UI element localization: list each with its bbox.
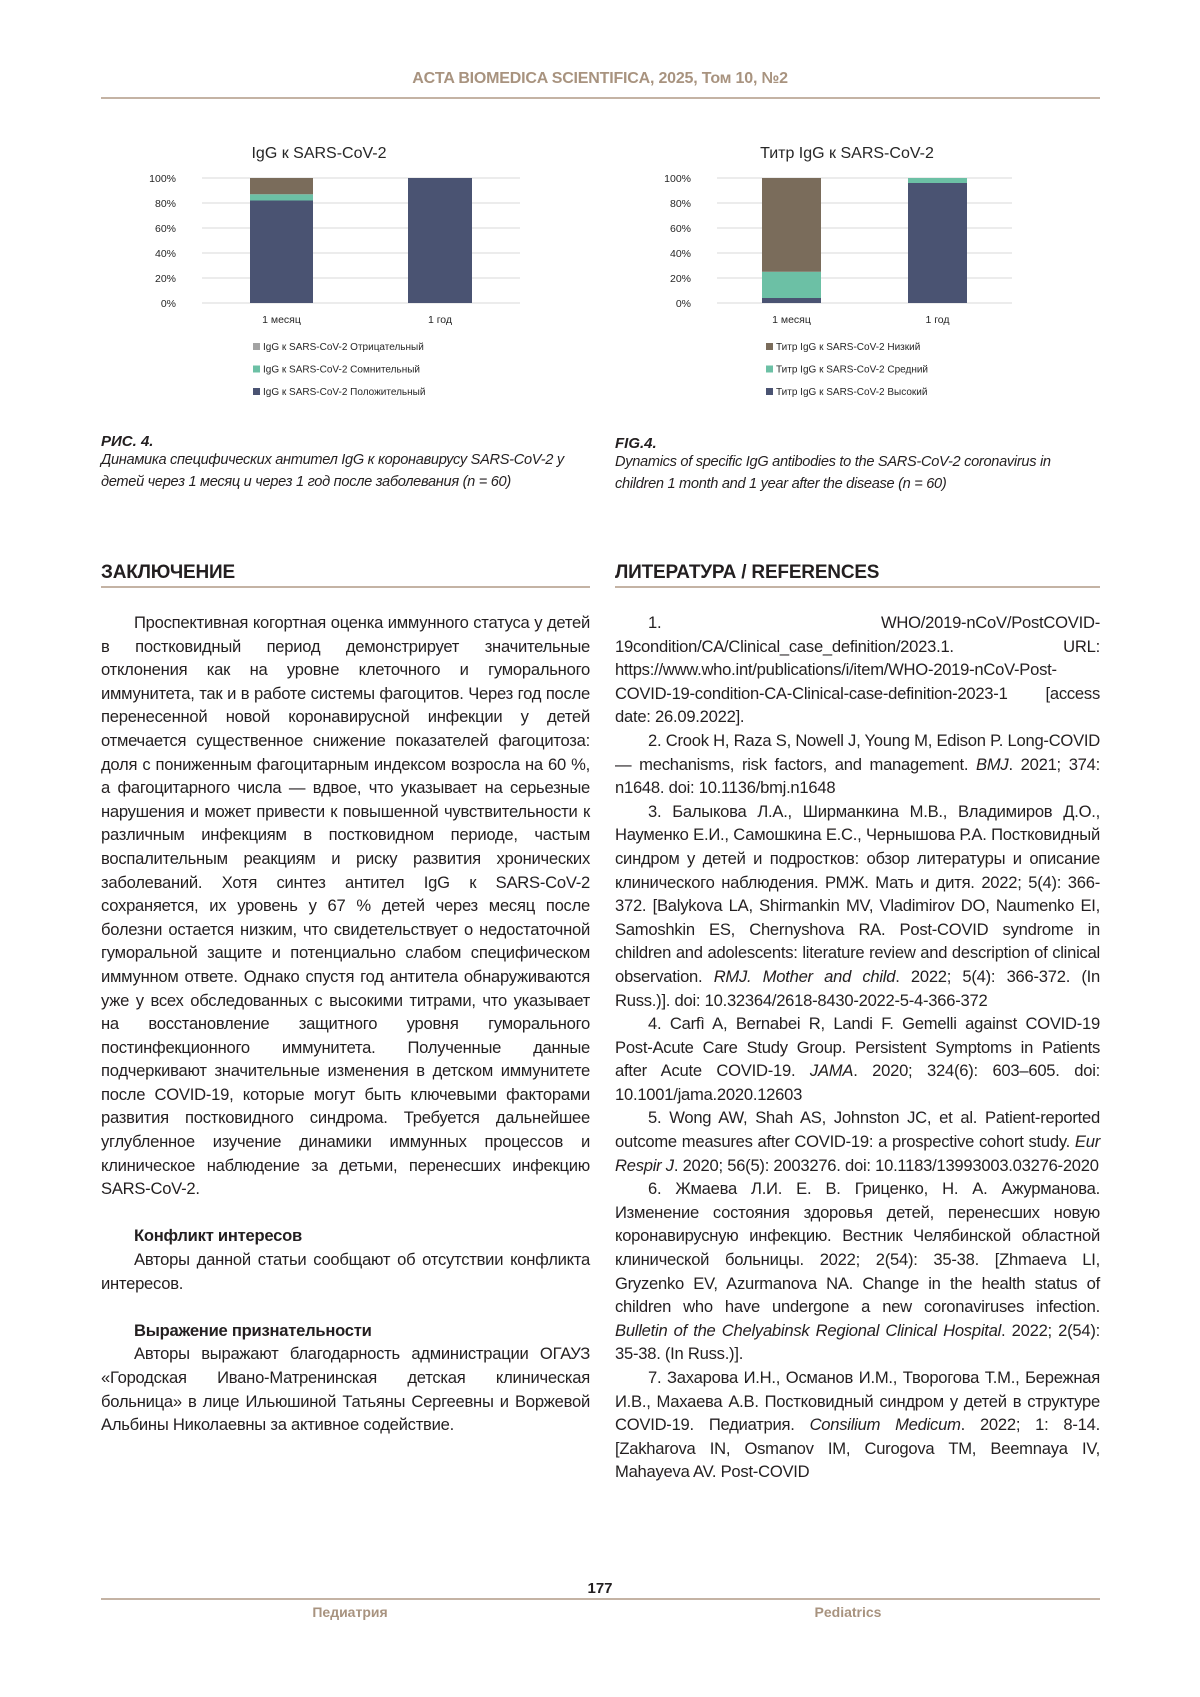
reference-journal: BMJ bbox=[976, 755, 1008, 774]
figure-caption-en bbox=[615, 435, 1100, 495]
header-rule bbox=[101, 97, 1100, 99]
footer-section-en: Pediatrics bbox=[798, 1604, 898, 1620]
reference-text: 1. WHO/2019-nCoV/PostCOVID-19condition/CA/Clinical_case_definition/2023.1. URL: https://www.who.int/publications/i/item/WHO-2019-nCoV-Post-COVID-19-condition-CA-Clinical-case-definition-2023-1 [access date: 26.09.2022]. bbox=[615, 613, 1100, 726]
caption-text: Динамика специфических антител IgG к коронавирусу SARS-CoV-2 у детей через 1 месяц и через 1 год после заболевания (n = 60) bbox=[101, 450, 590, 493]
y-tick-label: 40% bbox=[155, 248, 176, 260]
section-heading-conclusion: ЗАКЛЮЧЕНИЕ bbox=[101, 562, 235, 584]
legend-label: Титр IgG к SARS-CoV-2 Низкий bbox=[776, 342, 920, 353]
conclusion-paragraph: Проспективная когортная оценка иммунного статуса у детей в постковидный период демонстрирует значительные отклонения как на уровне клеточного и гуморального иммунитета, так и в работе системы фагоцитов. Через год после перенесенной новой коронавирусной инфекции у детей отмечается существенное снижение показателей фагоцитоза: доля с пониженным фагоцитарным индексом возросла на 60 %, а фагоцитарного числа — вдвое, что указывает на серьезные нарушения и может привести к повышенной чувствительности к различным инфекциям в постковидном периоде, частым воспалительным реакциям и риску развития хронических заболеваний. Хотя синтез антител IgG к SARS-CoV-2 сохраняется, их уровень у 67 % детей через месяц после болезни остается низким, что свидетельствует о недостаточной гуморальной защите и потенциально слабом специфическом иммунном ответе. Однако спустя год антитела обнаруживаются уже у всех обследованных с высокими титрами, что указывает на восстановление защитного уровня гуморального постинфекционного иммунитета. Полученные данные подчеркивают значительные изменения в детском иммунитете после COVID-19, которые могут быть ключевыми факторами развития постковидного синдрома. Требуется дальнейшее углубленное изучение динамики иммунных процессов и клиническое наблюдение за детьми, перенесших инфекцию SARS-CoV-2. bbox=[101, 611, 590, 1201]
chart-igg-titer bbox=[615, 130, 1105, 410]
y-tick-label: 80% bbox=[670, 198, 691, 210]
y-tick-label: 40% bbox=[670, 248, 691, 260]
section-heading-references: ЛИТЕРАТУРА / REFERENCES bbox=[615, 562, 879, 584]
legend-label: Титр IgG к SARS-CoV-2 Высокий bbox=[776, 387, 927, 398]
reference-text: 3. Балыкова Л.А., Ширманкина М.В., Владимиров Д.О., Науменко Е.И., Самошкина Е.С., Чернышова Р.А. Постковидный синдром у детей и подростков: обзор литературы и описание клинического наблюдения. РМЖ. Мать и дитя. 2022; 5(4): 366-372. [Balykova LA, Shirmankin MV, Vladimirov DO, Naumenko EI, Samoshkin ES, Chernyshova RA. Post-COVID syndrome in children and adolescents: literature review and description of clinical observation. bbox=[615, 802, 1100, 986]
bar-segment bbox=[908, 178, 967, 183]
reference-item bbox=[615, 1177, 1100, 1366]
footer-rule bbox=[101, 1598, 1100, 1600]
bar-segment bbox=[762, 298, 821, 303]
reference-item bbox=[615, 729, 1100, 800]
chart-title: IgG к SARS-CoV-2 bbox=[251, 145, 386, 162]
heading-rule bbox=[101, 586, 590, 588]
reference-text: . 2022; 1: 8-14. [Zakharova IN, Osmanov IM, Curogova TM, Beemnaya IV, Mahayeva AV. Post-COVID bbox=[615, 1415, 1100, 1481]
reference-journal: Consilium Medicum bbox=[810, 1415, 961, 1434]
y-tick-label: 20% bbox=[670, 273, 691, 285]
reference-text: . 2021; 374: n1648. doi: 10.1136/bmj.n1648 bbox=[615, 755, 1100, 798]
y-tick-label: 60% bbox=[155, 223, 176, 235]
reference-journal: RMJ. Mother and child bbox=[714, 967, 896, 986]
reference-item bbox=[615, 1106, 1100, 1177]
legend-swatch bbox=[766, 366, 773, 373]
bar-segment bbox=[908, 183, 967, 303]
reference-text: 7. Захарова И.Н., Османов И.М., Творогова Т.М., Бережная И.В., Махаева А.В. Постковидный синдром у детей в структуре COVID-19. Педиатрия. bbox=[615, 1368, 1100, 1434]
acknowledgment-heading: Выражение признательности bbox=[101, 1319, 590, 1343]
conclusion-column bbox=[101, 611, 590, 1437]
bar-segment bbox=[250, 178, 313, 194]
references-list bbox=[615, 611, 1100, 1484]
y-tick-label: 80% bbox=[155, 198, 176, 210]
reference-text: . 2022; 2(54): 35-38. (In Russ.)]. bbox=[615, 1321, 1100, 1364]
reference-text: . 2020; 56(5): 2003276. doi: 10.1183/13993003.03276-2020 bbox=[674, 1156, 1099, 1175]
chart-igg bbox=[101, 130, 591, 410]
y-tick-label: 0% bbox=[676, 298, 691, 310]
caption-text: Dynamics of specific IgG antibodies to the SARS-CoV-2 coronavirus in children 1 month and 1 year after the disease (n = 60) bbox=[615, 452, 1100, 495]
x-tick-label: 1 месяц bbox=[262, 314, 301, 326]
bar-segment bbox=[250, 194, 313, 200]
bar-segment bbox=[762, 178, 821, 272]
legend-label: Титр IgG к SARS-CoV-2 Средний bbox=[776, 365, 928, 376]
reference-text: 5. Wong AW, Shah AS, Johnston JC, et al. Patient-reported outcome measures after COVID-19: a prospective cohort study. bbox=[615, 1108, 1100, 1151]
reference-item bbox=[615, 611, 1100, 729]
conflict-heading: Конфликт интересов bbox=[101, 1224, 590, 1248]
legend-swatch bbox=[253, 366, 260, 373]
reference-text: 6. Жмаева Л.И. Е. В. Гриценко, Н. А. Ажурманова. Изменение состояния здоровья детей, перенесших новую коронавирусную инфекцию. Вестник Челябинской областной клинической больницы. 2022; 2(54): 35-38. [Zhmaeva LI, Gryzenko EV, Azurmanova NA. Change in the health status of children who have undergone a new coronaviruses infection. bbox=[615, 1179, 1100, 1316]
conflict-text: Авторы данной статьи сообщают об отсутствии конфликта интересов. bbox=[101, 1248, 590, 1295]
legend-swatch bbox=[766, 343, 773, 350]
running-head: ACTA BIOMEDICA SCIENTIFICA, 2025, Том 10, №2 bbox=[0, 70, 1200, 88]
reference-item bbox=[615, 800, 1100, 1012]
bar-segment bbox=[250, 201, 313, 304]
y-tick-label: 0% bbox=[161, 298, 176, 310]
y-tick-label: 100% bbox=[149, 173, 176, 185]
chart-title: Титр IgG к SARS-CoV-2 bbox=[760, 145, 934, 162]
reference-text: 2. Crook H, Raza S, Nowell J, Young M, Edison P. Long-COVID — mechanisms, risk factors, and management. bbox=[615, 731, 1100, 774]
caption-label: FIG.4. bbox=[615, 435, 1100, 452]
x-tick-label: 1 год bbox=[428, 314, 452, 326]
caption-label: РИС. 4. bbox=[101, 433, 590, 450]
reference-item bbox=[615, 1366, 1100, 1484]
legend-label: IgG к SARS-CoV-2 Сомнительный bbox=[263, 365, 420, 376]
x-tick-label: 1 месяц bbox=[772, 314, 811, 326]
legend-swatch bbox=[253, 343, 260, 350]
x-tick-label: 1 год bbox=[925, 314, 949, 326]
y-tick-label: 60% bbox=[670, 223, 691, 235]
reference-item bbox=[615, 1012, 1100, 1106]
figure-caption-ru bbox=[101, 433, 590, 493]
reference-text: . 2022; 5(4): 366-372. (In Russ.)]. doi: 10.32364/2618-8430-2022-5-4-366-372 bbox=[615, 967, 1100, 1010]
legend-label: IgG к SARS-CoV-2 Отрицательный bbox=[263, 342, 424, 353]
y-tick-label: 100% bbox=[664, 173, 691, 185]
bar-segment bbox=[762, 272, 821, 298]
bar-segment bbox=[408, 178, 472, 303]
acknowledgment-text: Авторы выражают благодарность администрации ОГАУЗ «Городская Ивано-Матренинская детская клиническая больница» в лице Ильюшиной Татьяны Сергеевны и Воржевой Альбины Николаевны за активное содействие. bbox=[101, 1342, 590, 1436]
reference-text: . 2020; 324(6): 603–605. doi: 10.1001/jama.2020.12603 bbox=[615, 1061, 1100, 1104]
page-number: 177 bbox=[0, 1580, 1200, 1597]
legend-label: IgG к SARS-CoV-2 Положительный bbox=[263, 387, 425, 398]
reference-text: 4. Carfì A, Bernabei R, Landi F. Gemelli against COVID-19 Post-Acute Care Study Group. Persistent Symptoms in Patients after Acute COVID-19. bbox=[615, 1014, 1100, 1080]
legend-swatch bbox=[766, 388, 773, 395]
reference-journal: Eur Respir J bbox=[615, 1132, 1100, 1175]
footer-section-ru: Педиатрия bbox=[300, 1604, 400, 1620]
legend-swatch bbox=[253, 388, 260, 395]
heading-rule bbox=[615, 586, 1100, 588]
reference-journal: JAMA bbox=[810, 1061, 853, 1080]
y-tick-label: 20% bbox=[155, 273, 176, 285]
reference-journal: Bulletin of the Chelyabinsk Regional Clinical Hospital bbox=[615, 1321, 1001, 1340]
